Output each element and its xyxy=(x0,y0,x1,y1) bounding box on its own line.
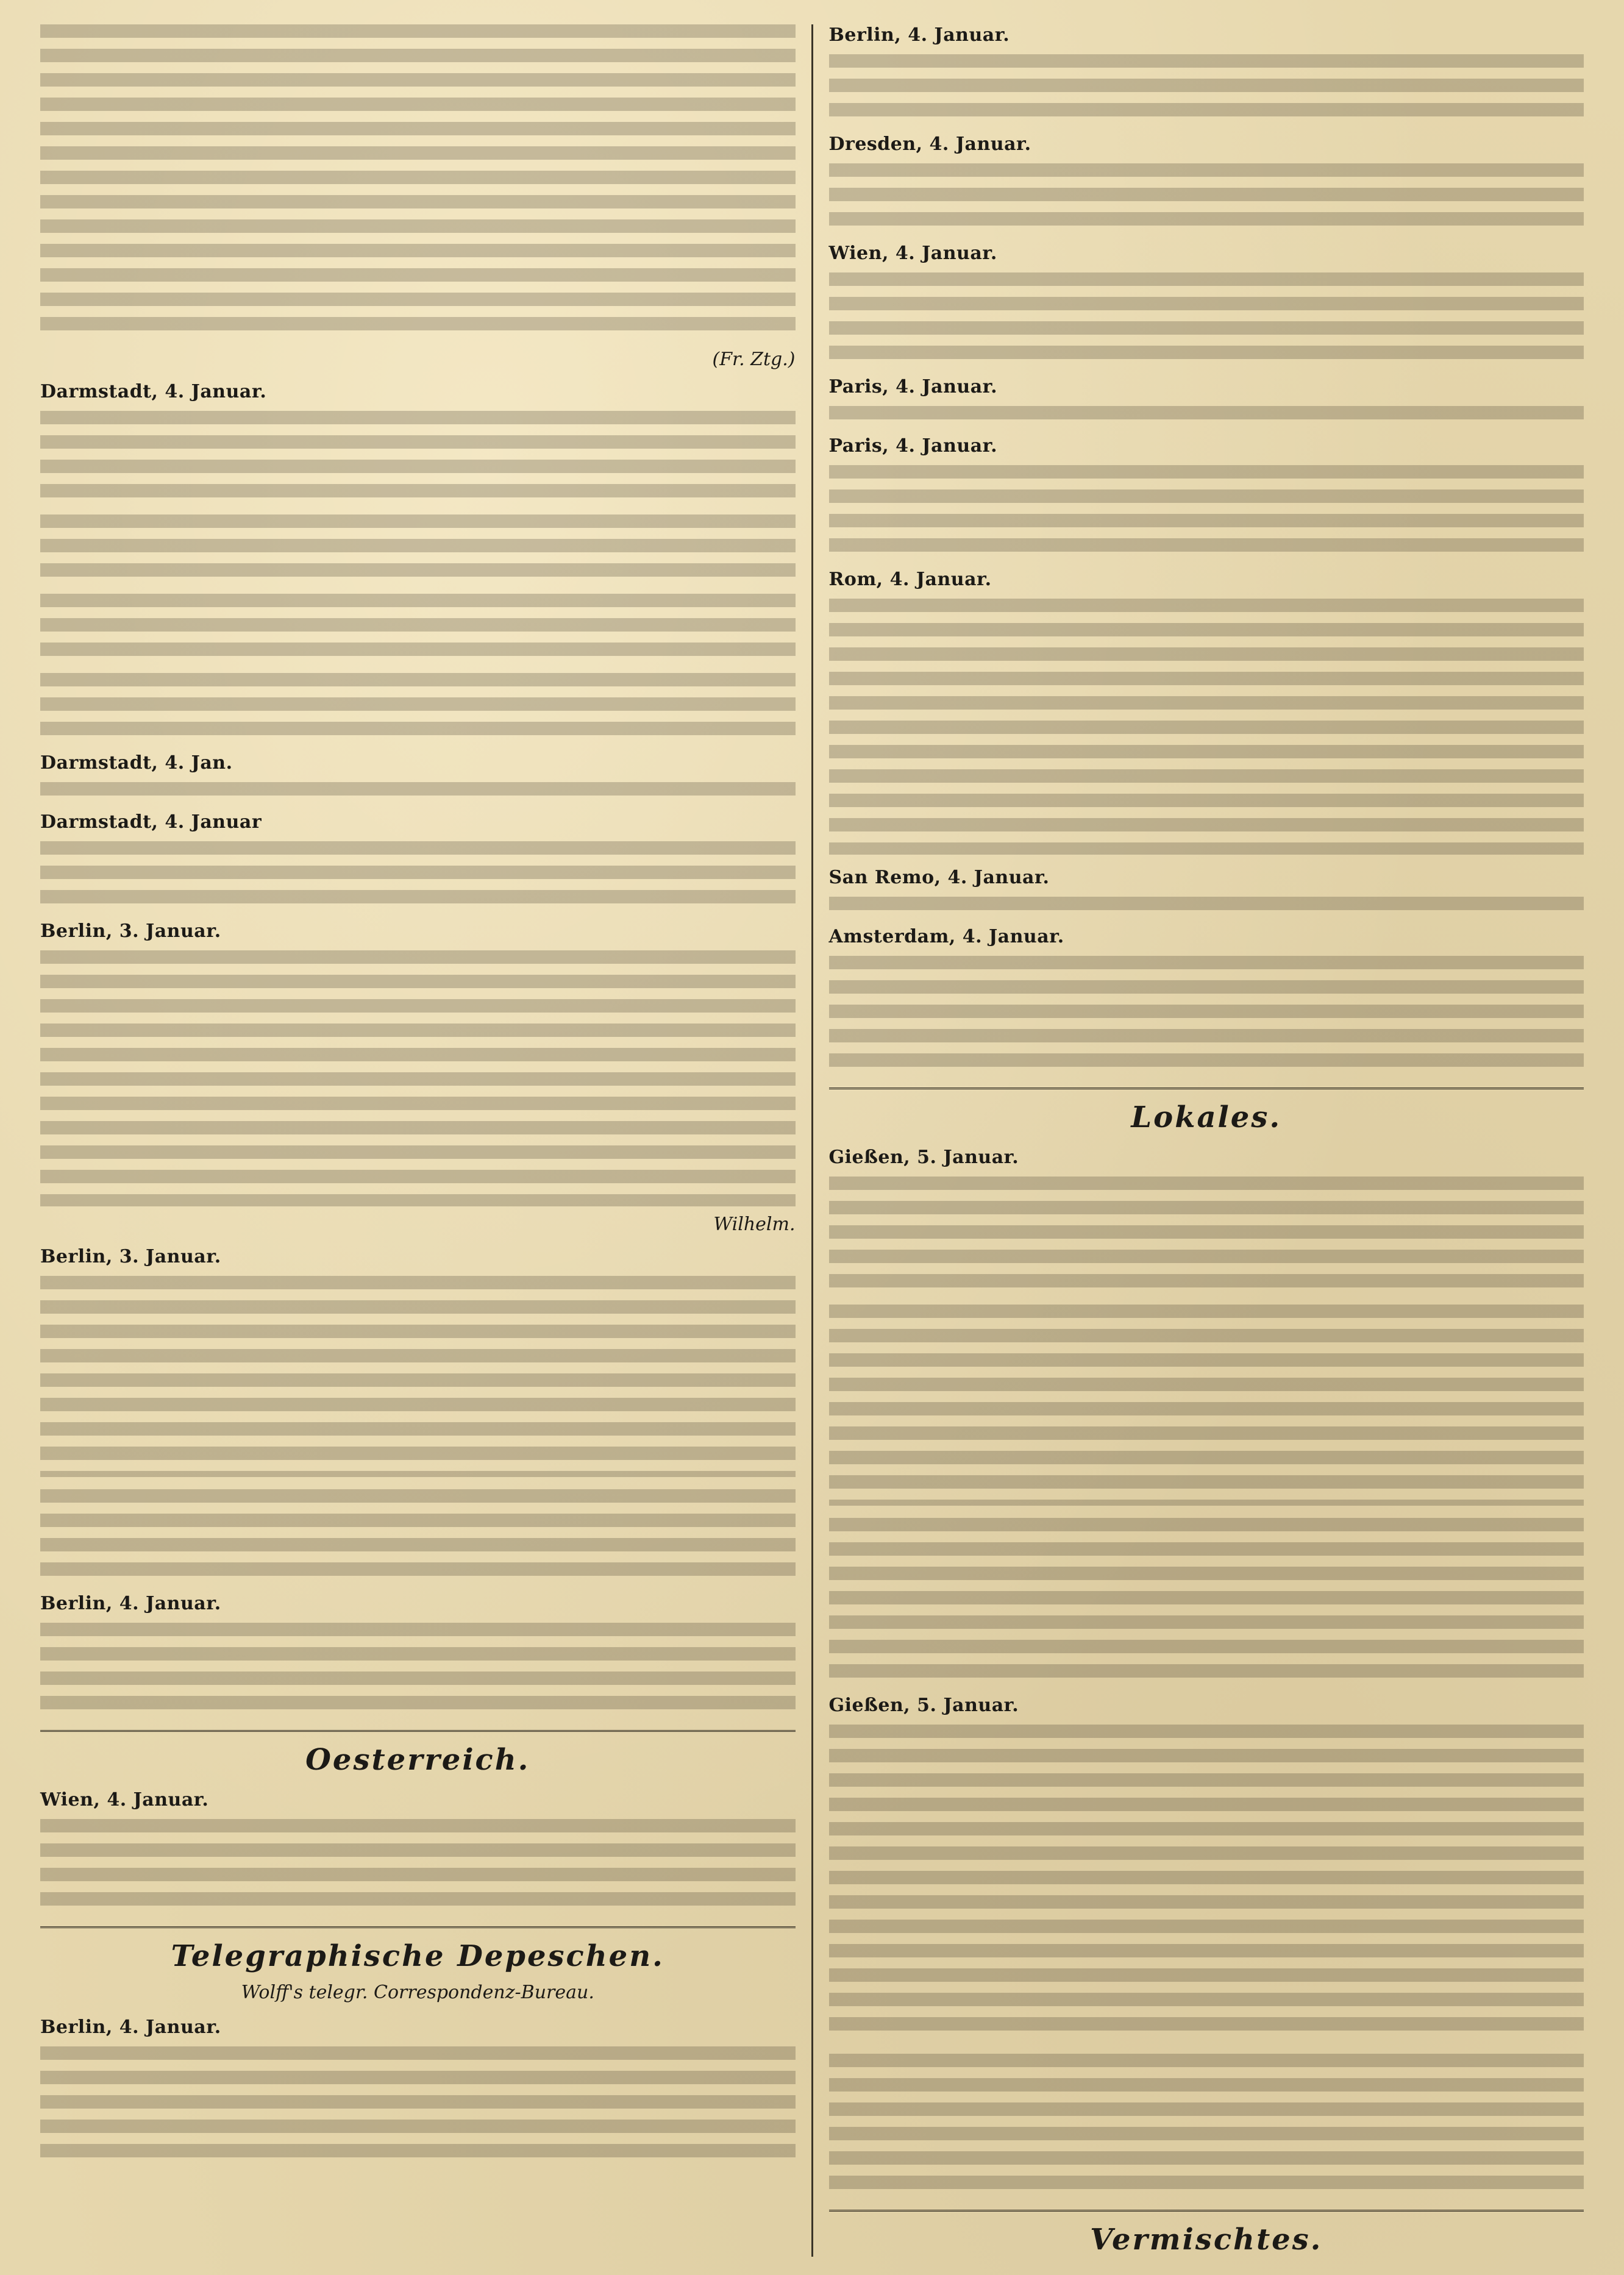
article-dateline: Amsterdam, 4. Januar. xyxy=(828,926,1064,947)
article-dateline: Berlin, 4. Januar. xyxy=(828,24,1010,46)
article-dateline: Gießen, 5. Januar. xyxy=(828,1695,1019,1716)
article-dateline: Berlin, 3. Januar. xyxy=(40,1246,221,1267)
article-paragraph xyxy=(829,1518,1584,1682)
article-dateline: Darmstadt, 4. Januar. xyxy=(40,381,267,402)
article-paragraph xyxy=(40,514,796,582)
article-paragraph xyxy=(829,1725,1584,2042)
article-dateline: Berlin, 3. Januar. xyxy=(40,920,221,942)
article-paragraph xyxy=(40,24,796,341)
page-columns xyxy=(24,24,1600,2257)
article-signoff: (Fr. Ztg.) xyxy=(712,349,796,370)
article-dateline: Wien, 4. Januar. xyxy=(828,243,997,264)
section-divider xyxy=(40,1730,796,1732)
section-divider xyxy=(829,2210,1584,2212)
article-dateline: Gießen, 5. Januar. xyxy=(828,1147,1019,1168)
section-divider xyxy=(40,1926,796,1928)
article-paragraph xyxy=(40,1623,796,1714)
section-divider xyxy=(829,1088,1584,1089)
article-paragraph xyxy=(40,1819,796,1910)
article-paragraph xyxy=(40,411,796,502)
article-dateline: San Remo, 4. Januar. xyxy=(828,867,1050,888)
right-column xyxy=(813,24,1600,2257)
section-title-vermischtes: Vermischtes. xyxy=(1090,2223,1323,2257)
article-paragraph xyxy=(40,1276,796,1477)
section-title-lokales: Lokales. xyxy=(1131,1100,1282,1134)
section-title-oesterreich: Oesterreich. xyxy=(305,1743,530,1777)
article-paragraph xyxy=(40,2046,796,2162)
article-paragraph xyxy=(40,782,796,799)
article-paragraph xyxy=(829,2054,1584,2194)
article-paragraph xyxy=(829,54,1584,121)
article-paragraph xyxy=(829,465,1584,557)
article-paragraph xyxy=(829,163,1584,230)
article-dateline: Wien, 4. Januar. xyxy=(40,1789,209,1810)
article-paragraph xyxy=(40,594,796,661)
article-paragraph xyxy=(40,841,796,908)
article-paragraph xyxy=(829,956,1584,1072)
article-dateline: Berlin, 4. Januar. xyxy=(40,1593,221,1614)
article-dateline: Dresden, 4. Januar. xyxy=(828,134,1031,155)
article-dateline: Darmstadt, 4. Januar xyxy=(40,811,262,833)
article-paragraph xyxy=(40,1489,796,1581)
section-title-telegraph: Telegraphische Depeschen. xyxy=(171,1939,664,1973)
left-column xyxy=(24,24,813,2257)
article-paragraph xyxy=(829,406,1584,423)
article-paragraph xyxy=(829,1177,1584,1292)
article-paragraph xyxy=(40,950,796,1206)
article-dateline: Darmstadt, 4. Jan. xyxy=(40,752,233,774)
article-signoff: Wilhelm. xyxy=(713,1214,796,1235)
article-paragraph xyxy=(829,272,1584,364)
section-subtitle: Wolff's telegr. Correspondenz-Bureau. xyxy=(241,1982,594,2003)
article-dateline: Berlin, 4. Januar. xyxy=(40,2017,221,2038)
article-paragraph xyxy=(829,1305,1584,1506)
article-paragraph xyxy=(40,673,796,740)
article-dateline: Rom, 4. Januar. xyxy=(828,569,992,590)
article-dateline: Paris, 4. Januar. xyxy=(828,376,998,397)
article-dateline: Paris, 4. Januar. xyxy=(828,435,998,457)
article-paragraph xyxy=(829,897,1584,914)
article-paragraph xyxy=(829,599,1584,855)
